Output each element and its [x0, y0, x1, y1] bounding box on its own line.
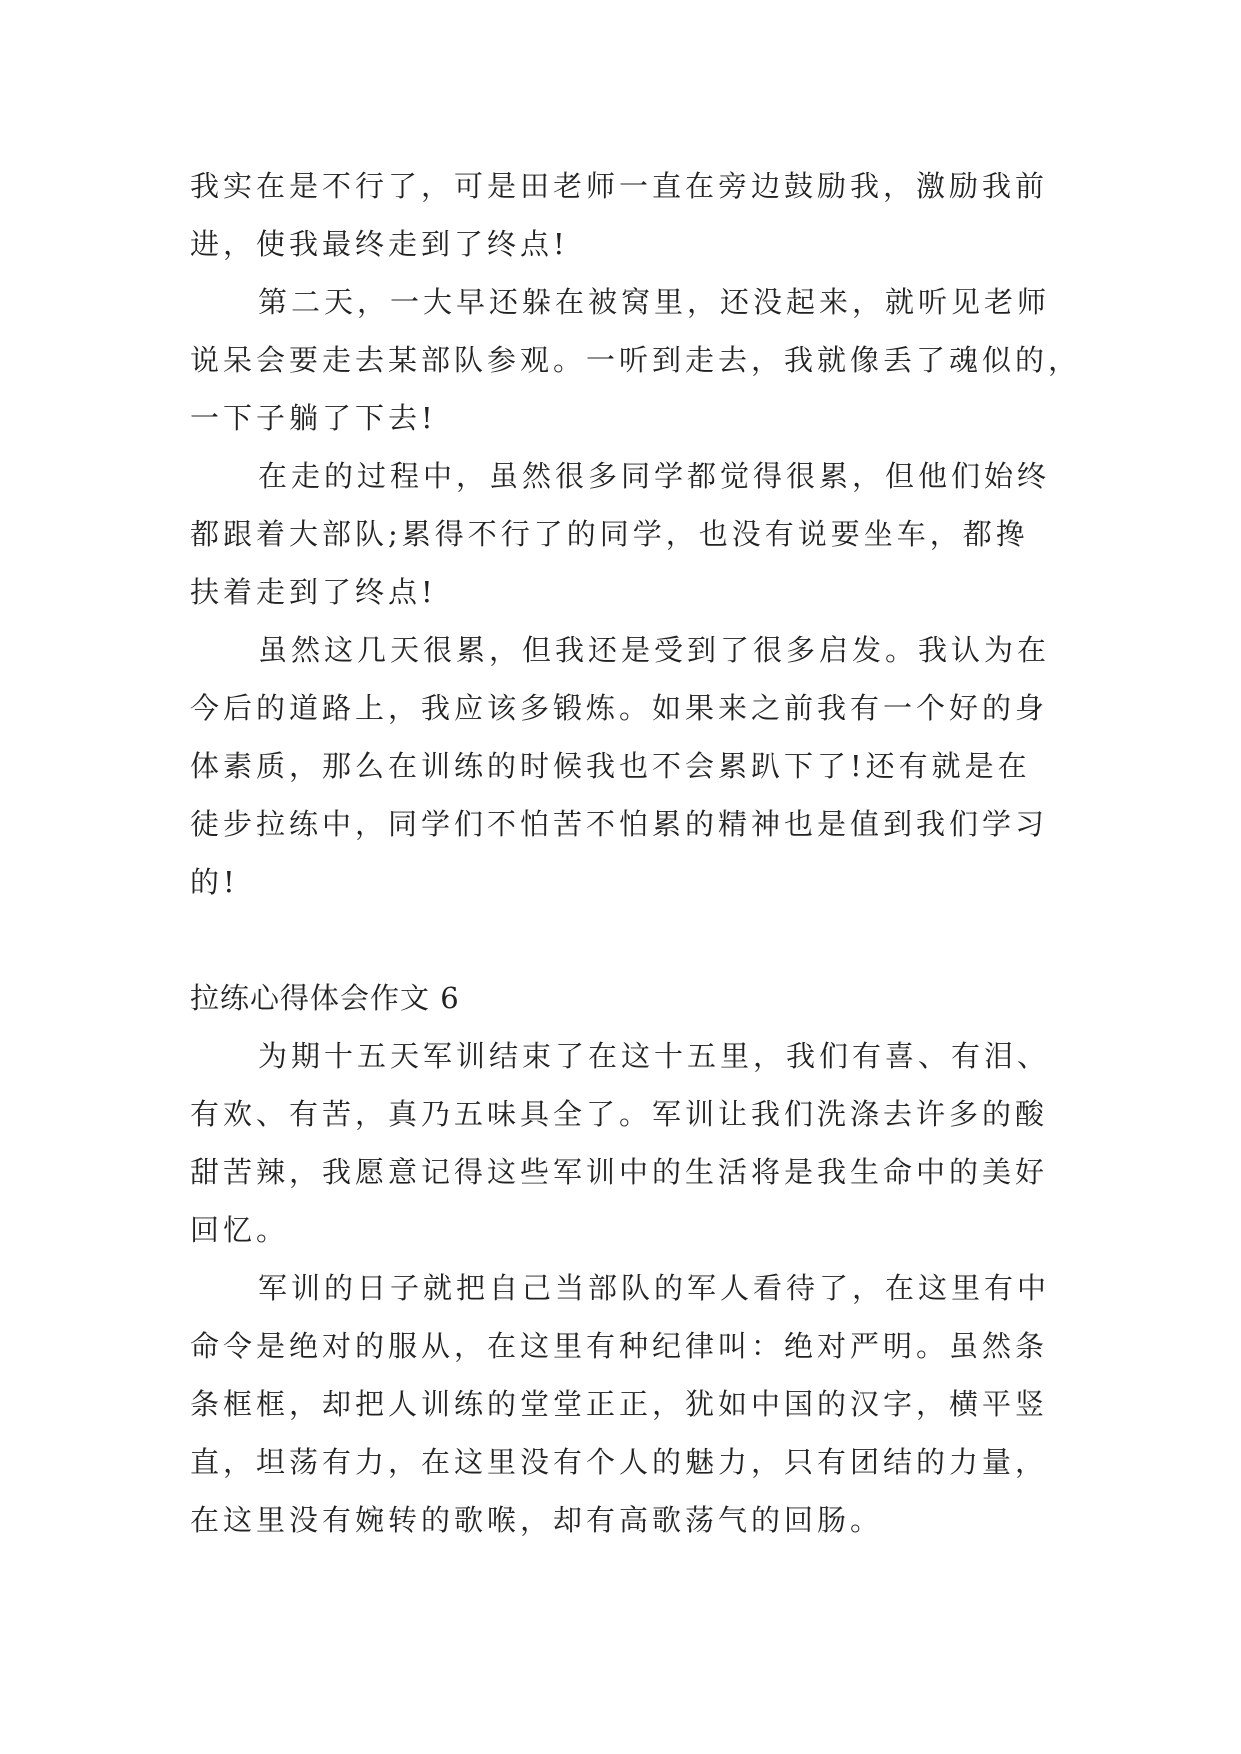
text-line: 在这里没有婉转的歌喉，却有高歌荡气的回肠。	[190, 1503, 884, 1537]
text-line: 回忆。	[190, 1213, 290, 1247]
text-line: 说呆会要走去某部队参观。一听到走去，我就像丢了魂似的，	[190, 343, 1082, 377]
section-heading: 拉练心得体会作文 6	[190, 981, 460, 1015]
text-line: 一下子躺了下去!	[190, 401, 437, 435]
text-line: 我实在是不行了，可是田老师一直在旁边鼓励我，激励我前	[190, 169, 1049, 203]
paragraph-start-line: 第二天，一大早还躲在被窝里，还没起来，就听见老师	[258, 285, 1051, 319]
text-line: 有欢、有苦，真乃五味具全了。军训让我们洗涤去许多的酸	[190, 1097, 1049, 1131]
paragraph-start-line: 虽然这几天很累，但我还是受到了很多启发。我认为在	[258, 633, 1051, 667]
paragraph-start-line: 为期十五天军训结束了在这十五里，我们有喜、有泪、	[258, 1039, 1051, 1073]
paragraph-start-line: 军训的日子就把自己当部队的军人看待了，在这里有中	[258, 1271, 1051, 1305]
text-line: 甜苦辣，我愿意记得这些军训中的生活将是我生命中的美好	[190, 1155, 1049, 1189]
text-line: 条框框，却把人训练的堂堂正正，犹如中国的汉字，横平竖	[190, 1387, 1049, 1421]
text-line: 命令是绝对的服从，在这里有种纪律叫：绝对严明。虽然条	[190, 1329, 1049, 1363]
text-line: 直，坦荡有力，在这里没有个人的魅力，只有团结的力量，	[190, 1445, 1049, 1479]
text-line: 的!	[190, 865, 239, 899]
text-line: 今后的道路上，我应该多锻炼。如果来之前我有一个好的身	[190, 691, 1049, 725]
text-line: 体素质，那么在训练的时候我也不会累趴下了!还有就是在	[190, 749, 1031, 783]
paragraph-start-line: 在走的过程中，虽然很多同学都觉得很累，但他们始终	[258, 459, 1051, 493]
text-line: 都跟着大部队;累得不行了的同学，也没有说要坐车，都搀	[190, 517, 1029, 551]
text-line: 进，使我最终走到了终点!	[190, 227, 569, 261]
text-line: 徒步拉练中，同学们不怕苦不怕累的精神也是值到我们学习	[190, 807, 1049, 841]
text-line: 扶着走到了终点!	[190, 575, 437, 609]
